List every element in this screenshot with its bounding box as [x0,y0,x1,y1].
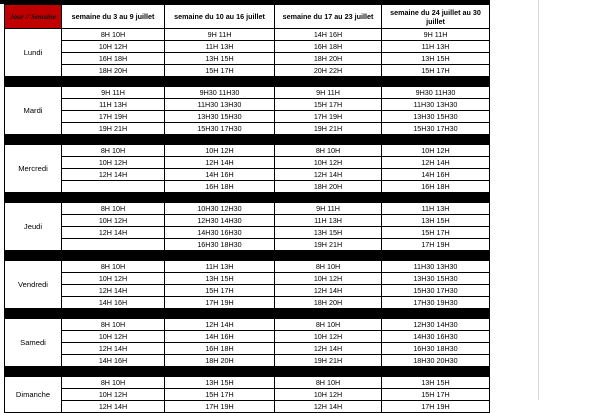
time-slot-cell: 13H 15H [165,53,275,65]
time-slot-cell: 11H30 13H30 [165,99,275,111]
time-slot-cell: 11H 13H [165,41,275,53]
week-header: semaine du 3 au 9 juillet [62,5,165,29]
day-label: Jeudi [5,203,62,251]
time-slot-cell: 13H30 15H30 [382,111,490,123]
time-slot-cell: 17H 19H [275,111,382,123]
time-slot-cell: 12H 14H [275,285,382,297]
time-slot-cell: 12H 14H [165,319,275,331]
time-slot-cell: 11H 13H [382,203,490,215]
day-label: Samedi [5,319,62,367]
table-row [5,99,490,111]
time-slot-cell: 9H 11H [165,29,275,41]
time-slot-cell: 15H 17H [165,65,275,77]
time-slot-cell: 14H 16H [382,169,490,181]
time-slot-cell: 15H 17H [275,99,382,111]
time-slot-cell: 11H 13H [62,99,165,111]
separator-cell [62,77,165,87]
separator-cell [165,367,275,377]
time-slot-cell: 15H 17H [165,285,275,297]
time-slot-cell: 10H 12H [165,145,275,157]
time-slot-cell: 13H 15H [165,273,275,285]
separator-cell [382,77,490,87]
time-slot-cell: 12H30 14H30 [382,319,490,331]
time-slot-cell: 12H 14H [275,343,382,355]
separator-cell [382,367,490,377]
time-slot-cell: 10H 12H [382,145,490,157]
time-slot-cell: 17H30 19H30 [382,297,490,309]
time-slot-cell: 13H 15H [275,227,382,239]
time-slot-cell: 12H 14H [62,227,165,239]
table-row [5,389,490,401]
separator-cell [62,135,165,145]
table-row [5,285,490,297]
time-slot-cell: 10H 12H [275,331,382,343]
time-slot-cell: 15H 17H [382,389,490,401]
time-slot-cell: 12H 14H [275,401,382,413]
time-slot-cell: 8H 10H [275,377,382,389]
day-label: Mardi [5,87,62,135]
table-row [5,169,490,181]
time-slot-cell: 15H 17H [382,227,490,239]
time-slot-cell: 9H30 11H30 [165,87,275,99]
time-slot-cell: 19H 21H [275,123,382,135]
separator-cell [165,135,275,145]
separator-cell [5,309,62,319]
table-row [5,203,490,215]
time-slot-cell: 17H 19H [165,297,275,309]
separator-cell [62,367,165,377]
separator-cell [165,309,275,319]
separator-cell [275,193,382,203]
header-row [5,5,490,29]
time-slot-cell: 8H 10H [62,29,165,41]
separator-cell [275,367,382,377]
separator-cell [5,77,62,87]
table-row [5,377,490,389]
separator-cell [5,251,62,261]
sheet-column-edge [538,0,539,400]
time-slot-cell: 14H 16H [165,169,275,181]
time-slot-cell: 8H 10H [62,377,165,389]
separator-cell [275,135,382,145]
day-separator [5,367,490,377]
time-slot-cell: 10H 12H [62,157,165,169]
table-row [5,319,490,331]
time-slot-cell [62,181,165,193]
table-row [5,215,490,227]
separator-cell [165,193,275,203]
time-slot-cell: 12H 14H [165,157,275,169]
time-slot-cell: 10H 12H [62,331,165,343]
week-header: semaine du 10 au 16 juillet [165,5,275,29]
time-slot-cell: 15H30 17H30 [165,123,275,135]
time-slot-cell: 13H30 15H30 [165,111,275,123]
time-slot-cell: 15H30 17H30 [382,123,490,135]
time-slot-cell: 10H30 12H30 [165,203,275,215]
table-row [5,355,490,367]
time-slot-cell: 13H30 15H30 [382,273,490,285]
separator-cell [165,251,275,261]
time-slot-cell: 9H 11H [275,87,382,99]
time-slot-cell: 11H 13H [382,41,490,53]
separator-cell [5,193,62,203]
time-slot-cell: 16H 18H [275,41,382,53]
time-slot-cell: 8H 10H [62,145,165,157]
time-slot-cell: 8H 10H [275,145,382,157]
time-slot-cell: 17H 19H [382,401,490,413]
time-slot-cell: 9H 11H [62,87,165,99]
table-row [5,41,490,53]
separator-cell [5,367,62,377]
time-slot-cell: 12H 14H [62,401,165,413]
time-slot-cell: 18H 20H [275,181,382,193]
time-slot-cell: 10H 12H [62,389,165,401]
time-slot-cell: 9H 11H [382,29,490,41]
time-slot-cell: 9H30 11H30 [382,87,490,99]
table-row [5,29,490,41]
time-slot-cell: 13H 15H [165,377,275,389]
time-slot-cell: 10H 12H [275,157,382,169]
table-row [5,401,490,413]
time-slot-cell: 13H 15H [382,377,490,389]
day-label: Dimanche [5,377,62,413]
time-slot-cell: 17H 19H [382,239,490,251]
time-slot-cell: 11H30 13H30 [382,99,490,111]
separator-cell [275,77,382,87]
separator-cell [382,309,490,319]
table-row [5,297,490,309]
table-row [5,239,490,251]
time-slot-cell: 19H 21H [62,123,165,135]
table-row [5,343,490,355]
separator-cell [382,135,490,145]
day-separator [5,193,490,203]
table-row [5,261,490,273]
separator-cell [62,251,165,261]
time-slot-cell: 12H 14H [382,157,490,169]
time-slot-cell: 12H 14H [275,169,382,181]
time-slot-cell: 13H 15H [382,53,490,65]
table-row [5,87,490,99]
separator-cell [165,77,275,87]
corner-header: Jour // Semaine [5,5,62,29]
table-row [5,111,490,123]
time-slot-cell: 18H 20H [275,297,382,309]
day-separator [5,77,490,87]
time-slot-cell: 16H 18H [165,181,275,193]
time-slot-cell: 15H 17H [382,65,490,77]
week-header: semaine du 24 juillet au 30 juillet [382,5,490,29]
time-slot-cell: 14H 16H [62,355,165,367]
table-row [5,157,490,169]
time-slot-cell: 8H 10H [62,203,165,215]
day-label: Vendredi [5,261,62,309]
time-slot-cell: 12H30 14H30 [165,215,275,227]
time-slot-cell: 8H 10H [275,319,382,331]
time-slot-cell: 8H 10H [62,319,165,331]
table-row [5,53,490,65]
separator-cell [382,193,490,203]
time-slot-cell: 17H 19H [165,401,275,413]
time-slot-cell: 8H 10H [62,261,165,273]
time-slot-cell: 15H30 17H30 [382,285,490,297]
time-slot-cell: 16H30 18H30 [382,343,490,355]
time-slot-cell: 9H 11H [275,203,382,215]
time-slot-cell: 12H 14H [62,169,165,181]
time-slot-cell: 8H 10H [275,261,382,273]
separator-cell [5,135,62,145]
time-slot-cell: 19H 21H [275,355,382,367]
week-header: semaine du 17 au 23 juillet [275,5,382,29]
separator-cell [275,309,382,319]
time-slot-cell: 18H30 20H30 [382,355,490,367]
time-slot-cell: 11H 13H [275,215,382,227]
time-slot-cell: 16H 18H [62,53,165,65]
schedule-body [5,29,490,413]
time-slot-cell: 10H 12H [62,273,165,285]
table-row [5,227,490,239]
table-row [5,273,490,285]
day-label: Lundi [5,29,62,77]
time-slot-cell: 19H 21H [275,239,382,251]
time-slot-cell: 11H 13H [165,261,275,273]
time-slot-cell: 18H 20H [62,65,165,77]
time-slot-cell [62,239,165,251]
time-slot-cell: 13H 15H [382,215,490,227]
time-slot-cell: 10H 12H [275,389,382,401]
time-slot-cell: 10H 12H [62,215,165,227]
separator-cell [62,309,165,319]
table-row [5,123,490,135]
time-slot-cell: 11H30 13H30 [382,261,490,273]
time-slot-cell: 14H 16H [275,29,382,41]
table-row [5,181,490,193]
time-slot-cell: 16H 18H [165,343,275,355]
time-slot-cell: 17H 19H [62,111,165,123]
day-separator [5,135,490,145]
table-row [5,145,490,157]
time-slot-cell: 18H 20H [275,53,382,65]
table-row [5,65,490,77]
table-row [5,331,490,343]
time-slot-cell: 16H 18H [382,181,490,193]
time-slot-cell: 20H 22H [275,65,382,77]
time-slot-cell: 16H30 18H30 [165,239,275,251]
separator-cell [62,193,165,203]
time-slot-cell: 10H 12H [275,273,382,285]
time-slot-cell: 12H 14H [62,343,165,355]
time-slot-cell: 14H30 16H30 [165,227,275,239]
time-slot-cell: 10H 12H [62,41,165,53]
day-separator [5,309,490,319]
separator-cell [382,251,490,261]
time-slot-cell: 14H 16H [62,297,165,309]
day-label: Mercredi [5,145,62,193]
time-slot-cell: 12H 14H [62,285,165,297]
separator-cell [275,251,382,261]
time-slot-cell: 14H30 16H30 [382,331,490,343]
day-separator [5,251,490,261]
time-slot-cell: 14H 16H [165,331,275,343]
time-slot-cell: 15H 17H [165,389,275,401]
time-slot-cell: 18H 20H [165,355,275,367]
weekly-schedule-table [4,4,490,413]
